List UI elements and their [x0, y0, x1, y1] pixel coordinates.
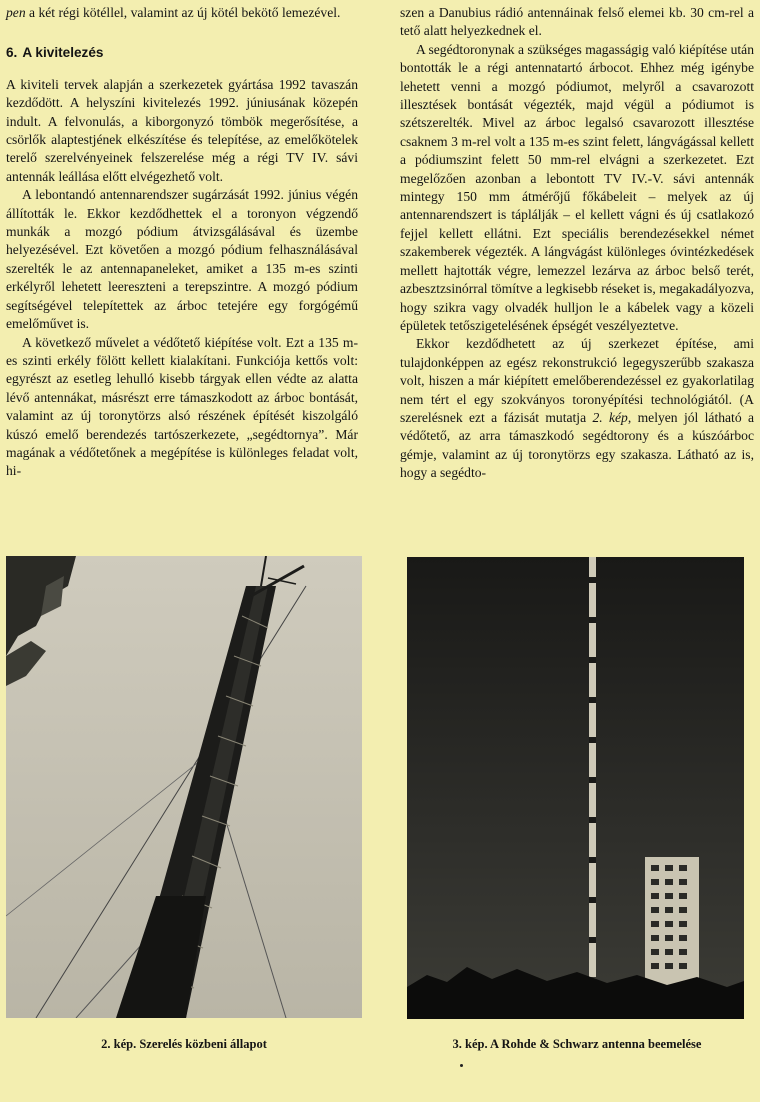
antenna-tower-photo-icon [407, 557, 744, 1019]
paragraph-part: Ekkor kezdődhetett az új szerkezet építése, ami tulajdonképpen az egész rekonstrukció legegyszerűbb szakasza volt, hiszen a már kiépített emelőberendezéssel ez gyakorlatilag nem tért el egy szokványos toronyépítési technológiától. (A szerelésnek ezt a fázisát mutatja [400, 336, 754, 425]
section-heading [6, 44, 358, 62]
paragraph: szen a Danubius rádió antennáinak felső elemei kb. 30 cm-rel a tető alatt helyezkednek el. [400, 5, 754, 39]
tower-crane-photo-icon [6, 556, 362, 1018]
paragraph: A kiviteli tervek alapján a szerkezetek gyártása 1992 tavaszán kezdődött. A helyszíni kivitelezés 1992. júniusának közepén indult. A felvonulás, a kiborgonyzó tömbök megerősítése, a csörlők alaptestjének elkészítése és telepítése, az emelőkötelek terelő szerelvényeinek felszerelése még a régi TV IV. sávi antennák leállása előtt elvégezhető volt. [6, 76, 358, 184]
figure-2-caption: 2. kép. Szerelés közbeni állapot [101, 1037, 267, 1051]
paragraph: A következő művelet a védőtető kiépítése volt. Ezt a 135 m-es szinti erkély fölött kellett kialakítani. Funkciója kettős volt: egyrészt az esetleg lehulló kisebb tárgyak ellen védte az alatta lévő antennákat, másrészt erre támaszkodott az árboc bontását, valamint az új toronytörzs alsó részének építését kiszolgáló kúszó emelő berendezés tartószerkezete, „segédtornya”. Már magának a védőtetőnek a megépítése is különleges feladat volt, hi- [6, 334, 358, 479]
left-column [6, 4, 358, 481]
figure-reference: 2. kép [592, 409, 628, 425]
figure-2-photo [6, 556, 362, 1018]
paragraph-with-reference [400, 335, 754, 482]
intro-text: a két régi kötéllel, valamint az új kötél bekötő lemezével. [25, 5, 341, 20]
paragraph-part: , melyen jól látható a védőtető, az arra támaszkodó segédtorony és a kúszóárboc gémje, valamint az új toronytörzs egy szakasza. Látható az is, hogy a segédto- [400, 409, 754, 481]
intro-italic: pen [6, 5, 26, 20]
paragraph: A lebontandó antennarendszer sugárzását 1992. június végén állították le. Ekkor kezdődhettek el a toronyon végzendő munkák a mozgó pódium átvizsgálásával és üzembe helyezésével. Ezt követően a mozgó pódium felhasználásával szerelték le az antennapaneleket, amiket a 135 m-es szinti erkélyről lehetett leereszteni a terepszintre. A mozgó pódium segítségével telepítettek az árboc tetejére egy forgógémű emelőművet is. [6, 187, 358, 332]
section-number: 6. [6, 45, 18, 61]
figure-3-caption: 3. kép. A Rohde & Schwarz antenna beemelése [452, 1037, 702, 1051]
paragraph: A segédtoronynak a szükséges magasságig való kiépítése után bontották le a régi antennatartó árbocot. Ehhez még igénybe lehetett venni a mozgó pódiumot, melyről a csavarozott illesztések bontását végezték, majd végül a pódiumot is szétszerelték. Mivel az árboc legalsó csavarozott illesztése csaknem 3 m-rel volt a 135 m-es szint felett, lángvágással kellett a pódiumszint felett 50 mm-rel elvágni a szerkezetet. Ezt megelőzően azonban a lebontott TV IV.-V. sávi antennák mintegy 150 mm átmérőjű főkábeleit – melyek az új antennarendszert is táplálják – el kellett vágni és új csatlakozó fejjel kellett ellátni. Ezt speciális berendezésekkel német szakemberek végezték. A lángvágást különleges óvintézkedések mellett hajtották végre, lemezzel lezárva az árboc belső terét, azbesztzsinórral tömítve a legkisebb réseket is, megakadályozva, hogy szikra vagy olvadék hulljon le a kábelek vagy a közeli épületek tetőszigetelésének épségét veszélyeztetve. [400, 41, 754, 333]
intro-paragraph [6, 4, 358, 22]
right-column [400, 4, 754, 483]
figure-3-photo [407, 557, 744, 1019]
section-title: A kivitelezés [22, 45, 104, 61]
page-mark [460, 1064, 463, 1067]
